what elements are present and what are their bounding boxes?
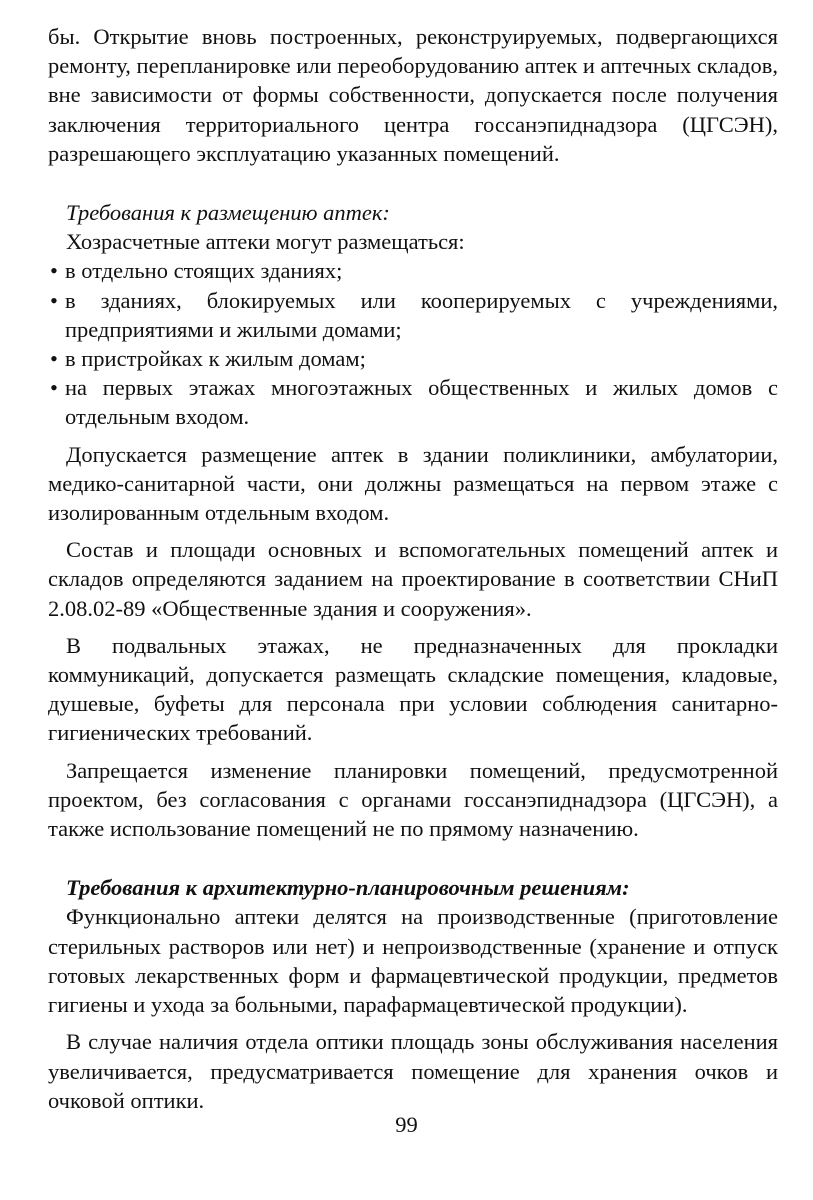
bullet-icon: •	[50, 287, 58, 313]
list-item-text: в отдельно стоящих зданиях;	[65, 258, 343, 284]
intro-paragraph: бы. Открытие вновь построенных, реконструируемых, подвергающихся ремонту, перепланировке или переоборудованию аптек и аптечных складов, вне зависимости от формы собственности, допускается после получения заключения территориального центра госсанэпиднадзора (ЦГСЭН), разрешающего эксплуатацию указанных помещений.	[48, 24, 778, 166]
paragraph-polyclinic: Допускается размещение аптек в здании поликлиники, амбулатории, медико-санитарной части, они должны размещаться на первом этаже с изолированным отдельным входом.	[48, 441, 778, 526]
bullet-icon: •	[50, 258, 58, 284]
list-item-text: на первых этажах многоэтажных общественных и жилых домов с отдельным входом.	[65, 375, 778, 430]
list-item	[48, 256, 778, 285]
placement-list	[48, 256, 778, 431]
list-item	[48, 344, 778, 373]
paragraph-optics: В случае наличия отдела оптики площадь зоны обслуживания населения увеличивается, предусматривается помещение для хранения очков и очковой оптики.	[48, 1029, 778, 1113]
bullet-icon: •	[50, 346, 58, 372]
paragraph-snip: Состав и площади основных и вспомогательных помещений аптек и складов определяются заданием на проектирование в соответствии СНиП 2.08.02-89 «Общественные здания и сооружения».	[48, 537, 778, 621]
list-item-text: в зданиях, блокируемых или кооперируемых с учреждениями, предприятиями и жилыми домами;	[65, 287, 778, 342]
page-number: 99	[395, 1112, 418, 1137]
list-item	[48, 373, 778, 431]
section1-lead: Хозрасчетные аптеки могут размещаться:	[66, 229, 465, 255]
section2-heading: Требования к архитектурно-планировочным решениям:	[66, 875, 630, 901]
page-body	[48, 22, 778, 1172]
section1-heading: Требования к размещению аптек:	[66, 200, 390, 226]
paragraph-replanning: Запрещается изменение планировки помещений, предусмотренной проектом, без согласования с органами госсанэпиднадзора (ЦГСЭН), а также использование помещений не по прямому назначению.	[48, 757, 778, 842]
paragraph-functional: Функционально аптеки делятся на производственные (приготовление стерильных растворов или нет) и непроизводственные (хранение и отпуск готовых лекарственных форм и фармацевтической продукции, предметов гигиены и ухода за больными, парафармацевтической продукции).	[48, 904, 778, 1018]
paragraph-basement: В подвальных этажах, не предназначенных для прокладки коммуникаций, допускается размещать складские помещения, кладовые, душевые, буфеты для персонала при условии соблюдения санитарно-гигиенических требований.	[48, 632, 778, 746]
list-item-text: в пристройках к жилым домам;	[65, 346, 366, 372]
list-item	[48, 286, 778, 344]
bullet-icon: •	[50, 375, 58, 401]
